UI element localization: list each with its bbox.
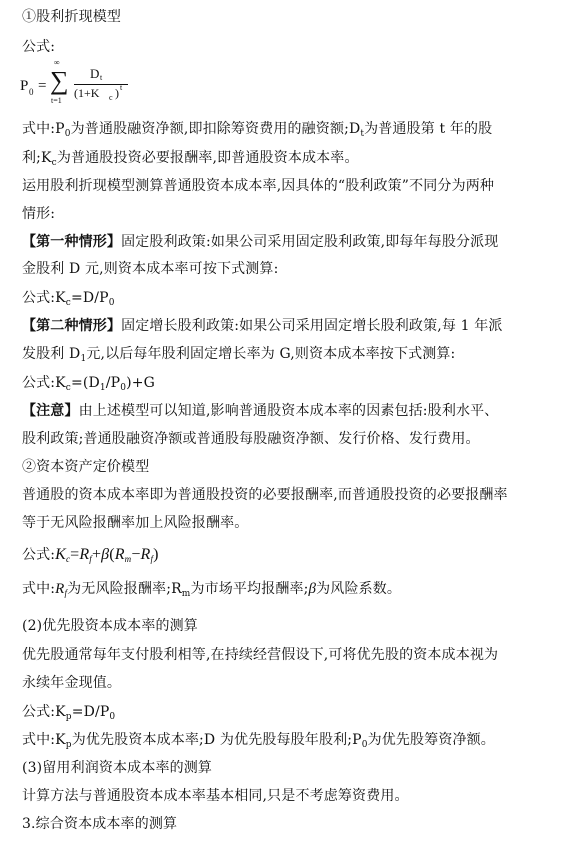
subscript: 0 (64, 129, 71, 139)
text-seg: 为普通股第 t 年的股 (364, 121, 493, 137)
text-seg: 固定增长股利政策:如果公司采用固定增长股利政策,每 1 年派 (121, 318, 503, 334)
subscript: t (360, 129, 365, 139)
text-seg: 利;K (22, 150, 52, 166)
text-line (22, 374, 155, 397)
text-line (22, 120, 492, 143)
subscript: m (181, 589, 191, 599)
heading-dividend-discount-model: ①股利折现模型 (22, 9, 122, 25)
math-rf: R (140, 546, 151, 563)
text-line (22, 233, 498, 251)
text-line: 等于无风险报酬率加上风险报酬率。 (22, 515, 249, 531)
math-rparen: ) (153, 546, 159, 563)
heading-capm: ②资本资产定价模型 (22, 459, 150, 475)
heading-weighted-cost: 3.综合资本成本率的测算 (22, 816, 178, 832)
denominator-sub: c (109, 93, 113, 102)
denominator-b: ) (115, 86, 119, 100)
text-seg: 为市场平均报酬率; (190, 581, 309, 597)
text-line (22, 317, 503, 335)
heading-retained-earnings: (3)留用利润资本成本率的测算 (22, 760, 213, 776)
text-line (22, 345, 455, 368)
subscript: 0 (108, 298, 115, 308)
subscript: 0 (361, 740, 368, 750)
subscript: c (51, 158, 57, 168)
text-seg: 元,以后每年股利固定增长率为 G,则资本成本率按下式测算: (86, 346, 456, 362)
text-line: 永续年金现值。 (22, 675, 122, 691)
note-label: 【注意】 (22, 403, 79, 419)
text-seg: 为风险系数。 (316, 581, 402, 597)
numerator-d-sub: t (100, 73, 103, 82)
sigma-top: ∞ (54, 58, 60, 67)
formula-label: 公式: (22, 547, 56, 563)
text-line: 计算方法与普通股资本成本率基本相同,只是不考虑筹资费用。 (22, 788, 409, 804)
formula-p: P (20, 78, 29, 94)
subscript: m (124, 554, 132, 564)
text-seg: 为无风险报酬率;R (67, 581, 182, 597)
formula-eq: = (38, 78, 47, 94)
sigma-bottom: t=1 (51, 96, 62, 105)
formula-capm (22, 546, 159, 568)
formula-label: 公式: (22, 39, 56, 55)
text-line: 优先股通常每年支付股利相等,在持续经营假设下,可将优先股的资本成本视为 (22, 647, 499, 663)
subscript: c (65, 383, 71, 393)
subscript: 1 (99, 383, 106, 393)
math-minus: − (131, 546, 141, 563)
text-line (22, 402, 498, 420)
text-line: 普通股的资本成本率即为普通股投资的必要报酬率,而普通股投资的必要报酬率 (22, 487, 508, 503)
text-seg: 固定股利政策:如果公司采用固定股利政策,即每年每股分派现 (121, 234, 499, 250)
heading-preferred-stock: (2)优先股资本成本率的测算 (22, 618, 198, 634)
text-seg: 式中:K (22, 732, 66, 748)
text-seg: 公式:K (22, 375, 66, 391)
math-plus: + (91, 546, 102, 563)
subscript: f (150, 554, 154, 564)
subscript: 0 (109, 712, 116, 722)
math-beta: β (308, 581, 317, 597)
text-line: 情形: (22, 206, 56, 222)
formula-dividend-discount (20, 58, 200, 114)
text-seg: =D/P (70, 290, 109, 306)
text-seg: 为优先股资本成本率;D 为优先股每股年股利;P (71, 732, 362, 748)
text-seg: 公式:K (22, 704, 66, 720)
math-beta: β (101, 546, 110, 563)
sigma-symbol: ∑ (50, 66, 69, 95)
formula-p-sub: 0 (29, 87, 34, 97)
text-seg: 发股利 D (22, 346, 81, 362)
math-r: R (55, 581, 65, 597)
text-seg: /P (105, 375, 121, 391)
math-r: R (79, 546, 90, 563)
text-seg: =D/P (71, 704, 110, 720)
subscript: c (66, 554, 71, 564)
subscript: 0 (120, 383, 127, 393)
math-rm: R (114, 546, 125, 563)
case-label: 【第一种情形】 (22, 234, 122, 250)
text-seg: 为优先股筹资净额。 (367, 732, 495, 748)
text-seg: 为普通股融资净额,即扣除筹资费用的融资额;D (70, 121, 361, 137)
math-eq: = (70, 546, 80, 563)
numerator-d: D (90, 66, 100, 81)
denominator-a: (1+K (74, 86, 100, 100)
text-line (22, 731, 495, 754)
subscript: f (89, 554, 92, 564)
text-line: 金股利 D 元,则资本成本率可按下式测算: (22, 261, 279, 277)
text-line (22, 703, 115, 726)
text-line (22, 580, 401, 603)
math-lparen: ( (109, 546, 115, 563)
text-seg: 公式:K (22, 290, 66, 306)
subscript: p (65, 712, 72, 722)
text-seg: =(D (70, 375, 100, 391)
text-seg: 为普通股投资必要报酬率,即普通股资本成本率。 (56, 150, 359, 166)
denominator-sup: t (120, 83, 123, 92)
text-line (22, 149, 359, 172)
text-seg: 式中: (22, 581, 56, 597)
text-seg: 由上述模型可以知道,影响普通股资本成本率的因素包括:股利水平、 (78, 403, 499, 419)
text-line (22, 289, 115, 312)
text-line: 运用股利折现模型测算普通股资本成本率,因具体的“股利政策”不同分为两种 (22, 178, 495, 194)
subscript: 1 (80, 354, 87, 364)
subscript: p (65, 740, 72, 750)
subscript: c (65, 298, 71, 308)
text-line: 股利政策;普通股融资净额或普通股每股融资净额、发行价格、发行费用。 (22, 431, 480, 447)
math-k: K (55, 546, 66, 563)
case-label: 【第二种情形】 (22, 318, 122, 334)
subscript: f (64, 588, 68, 598)
text-seg: 式中:P (22, 121, 65, 137)
text-seg: )+G (126, 375, 155, 391)
